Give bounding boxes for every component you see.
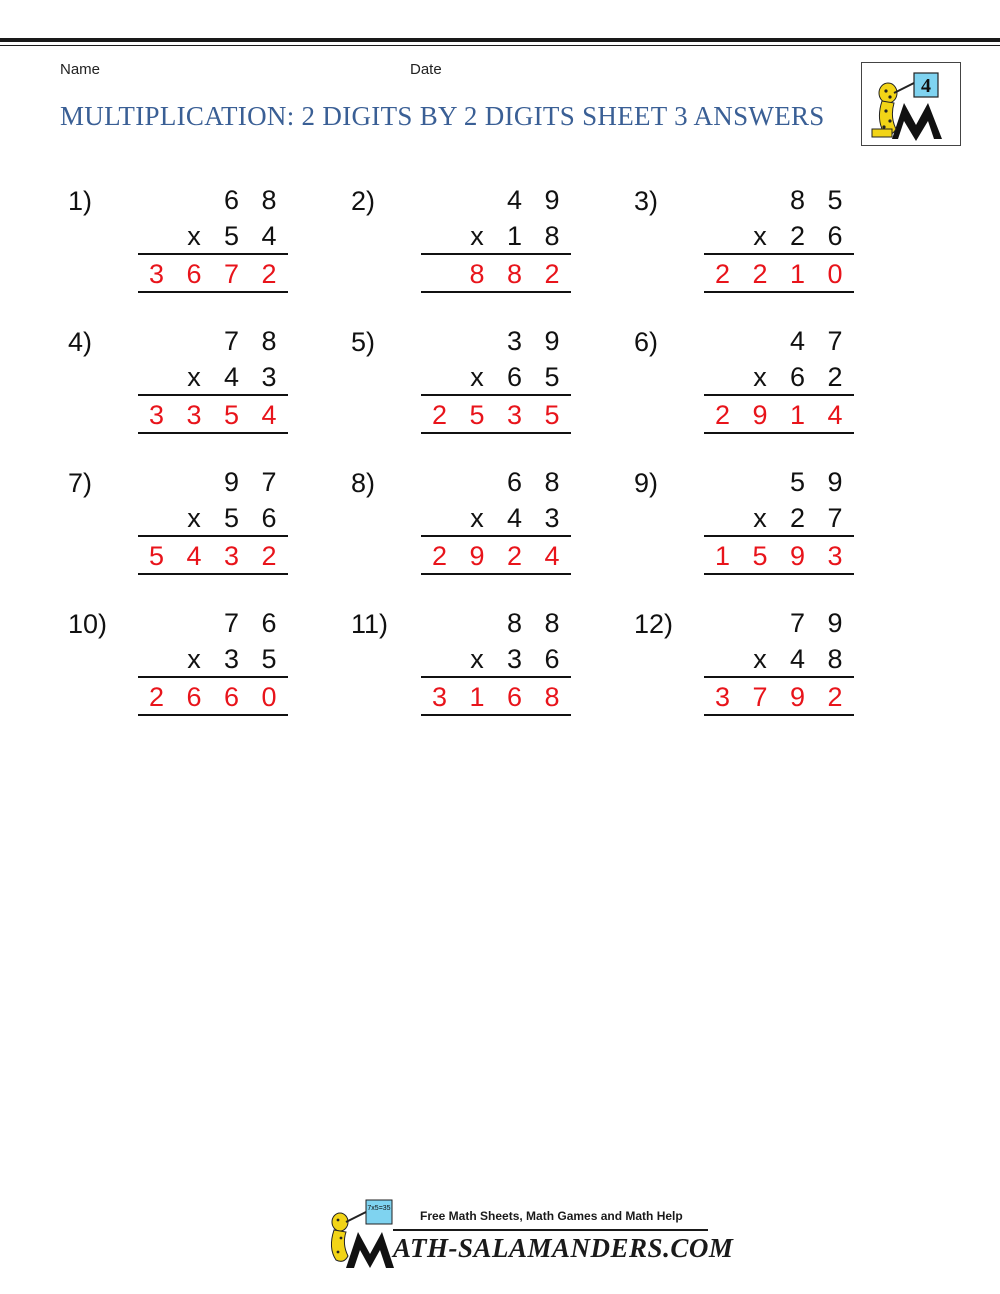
- problem-1: [68, 186, 288, 316]
- answer-digit: 2: [431, 400, 448, 430]
- multiplier-digit: 5: [544, 362, 560, 392]
- problem-12: [634, 609, 854, 739]
- answer-digit: 3: [148, 259, 165, 289]
- problem-9: [634, 468, 854, 598]
- multiplicand-digit: 8: [261, 326, 277, 356]
- multiplier-digit: 8: [544, 221, 560, 251]
- multiplier-digit: 7: [827, 503, 843, 533]
- footer-logo-text: 7x5=35: [367, 1205, 391, 1212]
- multiplier: [138, 642, 288, 676]
- answer-underline: [138, 432, 288, 434]
- answer-digit: 4: [827, 400, 843, 430]
- answer-digit: 2: [827, 682, 843, 712]
- multiplicand-digit: 9: [223, 467, 240, 497]
- product-line: [138, 535, 288, 537]
- multiplicand-digit: 4: [506, 185, 523, 215]
- answer-underline: [138, 573, 288, 575]
- salamander-grade-icon: [862, 63, 959, 144]
- times-sign: x: [187, 503, 201, 533]
- answer-digit: 6: [186, 259, 202, 289]
- product-line: [138, 676, 288, 678]
- multiplier-digit: 4: [506, 503, 523, 533]
- multiplier: [421, 219, 571, 253]
- multiplicand-digit: 5: [827, 185, 843, 215]
- footer-tagline: Free Math Sheets, Math Games and Math Help: [420, 1209, 683, 1223]
- multiplicand-digit: 6: [223, 185, 240, 215]
- multiplicand-digit: 7: [223, 608, 240, 638]
- multiplicand: [421, 465, 571, 499]
- answer: [138, 539, 288, 573]
- answer-digit: 5: [223, 400, 240, 430]
- problem-10: [68, 609, 288, 739]
- multiplicand-digit: 8: [506, 608, 523, 638]
- multiplier-digit: 3: [544, 503, 560, 533]
- multiplier: [421, 360, 571, 394]
- top-rule: [0, 38, 1000, 42]
- problem-number: 11): [351, 609, 389, 639]
- answer-digit: 3: [714, 682, 731, 712]
- answer: [704, 539, 854, 573]
- footer-site-name: ATH-SALAMANDERS.COM: [393, 1233, 734, 1263]
- answer-digit: 8: [506, 259, 523, 289]
- grade-number: 4: [921, 75, 931, 97]
- multiplier-digit: 3: [261, 362, 277, 392]
- answer-digit: 5: [469, 400, 485, 430]
- multiplicand-digit: 7: [789, 608, 806, 638]
- multiplier-digit: 5: [223, 221, 240, 251]
- multiplicand-digit: 3: [506, 326, 523, 356]
- product-line: [704, 535, 854, 537]
- multiplicand: [138, 183, 288, 217]
- answer-digit: 3: [506, 400, 523, 430]
- answer-digit: 1: [714, 541, 731, 571]
- answer: [138, 257, 288, 291]
- date-label: Date: [410, 61, 442, 78]
- answer: [421, 398, 571, 432]
- product-line: [138, 253, 288, 255]
- times-sign: x: [753, 644, 767, 674]
- answer-digit: 1: [789, 259, 806, 289]
- answer-digit: 2: [544, 259, 560, 289]
- multiplicand-digit: 9: [827, 467, 843, 497]
- problem-number: 1): [68, 186, 93, 216]
- answer-digit: 9: [789, 541, 806, 571]
- multiplier-digit: 6: [827, 221, 843, 251]
- problem-6: [634, 327, 854, 457]
- problem-8: [351, 468, 571, 598]
- answer: [138, 398, 288, 432]
- multiplier: [138, 501, 288, 535]
- problem-number: 3): [634, 186, 659, 216]
- times-sign: x: [187, 362, 201, 392]
- answer-digit: 8: [544, 682, 560, 712]
- answer-digit: 6: [186, 682, 202, 712]
- times-sign: x: [470, 503, 484, 533]
- times-sign: x: [753, 362, 767, 392]
- problem-7: [68, 468, 288, 598]
- logo-m-icon: [892, 103, 942, 141]
- answer-underline: [704, 432, 854, 434]
- product-line: [704, 253, 854, 255]
- answer-digit: 3: [186, 400, 202, 430]
- multiplicand: [704, 183, 854, 217]
- answer-digit: 1: [469, 682, 485, 712]
- answer-underline: [704, 291, 854, 293]
- multiplicand: [704, 606, 854, 640]
- multiplier-digit: 3: [223, 644, 240, 674]
- answer-digit: 6: [506, 682, 523, 712]
- multiplicand-digit: 7: [827, 326, 843, 356]
- answer-digit: 9: [469, 541, 485, 571]
- multiplicand: [421, 324, 571, 358]
- answer-underline: [704, 573, 854, 575]
- answer: [704, 257, 854, 291]
- product-line: [421, 676, 571, 678]
- multiplicand-digit: 7: [261, 467, 277, 497]
- multiplier: [138, 360, 288, 394]
- multiplier-digit: 1: [506, 221, 523, 251]
- multiplicand-digit: 9: [544, 326, 560, 356]
- times-sign: x: [470, 644, 484, 674]
- problem-number: 5): [351, 327, 376, 357]
- multiplicand: [421, 183, 571, 217]
- multiplicand-digit: 8: [544, 467, 560, 497]
- multiplicand: [421, 606, 571, 640]
- times-sign: x: [470, 362, 484, 392]
- product-line: [704, 394, 854, 396]
- problem-number: 8): [351, 468, 376, 498]
- answer-underline: [421, 291, 571, 293]
- multiplicand: [138, 324, 288, 358]
- problem-number: 9): [634, 468, 659, 498]
- answer-digit: 5: [148, 541, 165, 571]
- problem-11: [351, 609, 571, 739]
- answer-digit: 3: [148, 400, 165, 430]
- answer-digit: 2: [506, 541, 523, 571]
- times-sign: x: [753, 503, 767, 533]
- answer-underline: [421, 432, 571, 434]
- product-line: [421, 394, 571, 396]
- problem-2: [351, 186, 571, 316]
- answer-digit: 7: [752, 682, 768, 712]
- multiplier-digit: 6: [261, 503, 277, 533]
- answer-digit: 3: [431, 682, 448, 712]
- answer-digit: 5: [752, 541, 768, 571]
- multiplier-digit: 5: [261, 644, 277, 674]
- product-line: [138, 394, 288, 396]
- answer-underline: [138, 291, 288, 293]
- problem-number: 4): [68, 327, 93, 357]
- multiplier-digit: 5: [223, 503, 240, 533]
- answer: [421, 539, 571, 573]
- multiplier-digit: 4: [261, 221, 277, 251]
- multiplier-digit: 4: [223, 362, 240, 392]
- answer-digit: 3: [827, 541, 843, 571]
- problem-number: 7): [68, 468, 93, 498]
- name-label: Name: [60, 61, 101, 78]
- multiplier: [704, 642, 854, 676]
- answer: [704, 680, 854, 714]
- answer-digit: 2: [261, 259, 277, 289]
- product-line: [421, 253, 571, 255]
- multiplicand-digit: 8: [261, 185, 277, 215]
- multiplicand-digit: 8: [789, 185, 806, 215]
- multiplicand-digit: 9: [544, 185, 560, 215]
- problem-number: 12): [634, 609, 674, 639]
- answer-digit: 9: [752, 400, 768, 430]
- answer-underline: [421, 714, 571, 716]
- multiplicand-digit: 6: [261, 608, 277, 638]
- answer-digit: 0: [261, 682, 277, 712]
- answer-digit: 8: [469, 259, 485, 289]
- answer-digit: 9: [789, 682, 806, 712]
- answer-digit: 5: [544, 400, 560, 430]
- answer-digit: 2: [714, 400, 731, 430]
- multiplicand: [704, 465, 854, 499]
- multiplier: [704, 360, 854, 394]
- multiplier: [704, 219, 854, 253]
- times-sign: x: [753, 221, 767, 251]
- answer-digit: 4: [186, 541, 202, 571]
- product-line: [704, 676, 854, 678]
- multiplier: [421, 501, 571, 535]
- multiplicand-digit: 5: [789, 467, 806, 497]
- page-title: MULTIPLICATION: 2 DIGITS BY 2 DIGITS SHEET 3 ANSWERS: [60, 101, 825, 131]
- multiplier-digit: 4: [789, 644, 806, 674]
- multiplier-digit: 6: [544, 644, 560, 674]
- problem-5: [351, 327, 571, 457]
- multiplicand-digit: 9: [827, 608, 843, 638]
- product-line: [421, 535, 571, 537]
- answer-digit: 4: [544, 541, 560, 571]
- multiplier-digit: 2: [789, 503, 806, 533]
- answer-digit: 2: [261, 541, 277, 571]
- multiplier: [704, 501, 854, 535]
- multiplicand: [704, 324, 854, 358]
- answer-digit: 2: [431, 541, 448, 571]
- multiplier-digit: 8: [827, 644, 843, 674]
- times-sign: x: [187, 644, 201, 674]
- multiplier-digit: 2: [827, 362, 843, 392]
- answer: [704, 398, 854, 432]
- multiplicand: [138, 465, 288, 499]
- answer-digit: 1: [789, 400, 806, 430]
- problem-number: 2): [351, 186, 376, 216]
- answer-digit: 0: [827, 259, 843, 289]
- times-sign: x: [187, 221, 201, 251]
- answer-digit: 4: [261, 400, 277, 430]
- multiplicand: [138, 606, 288, 640]
- answer-underline: [421, 573, 571, 575]
- salamander-logo: [861, 62, 961, 146]
- multiplier-digit: 2: [789, 221, 806, 251]
- multiplicand-digit: 6: [506, 467, 523, 497]
- footer-salamander-icon: [322, 1198, 396, 1270]
- answer-digit: 7: [223, 259, 240, 289]
- problem-3: [634, 186, 854, 316]
- multiplier-digit: 3: [506, 644, 523, 674]
- multiplier-digit: 6: [506, 362, 523, 392]
- multiplicand-digit: 4: [789, 326, 806, 356]
- footer-rule: [393, 1229, 708, 1231]
- answer-digit: 3: [223, 541, 240, 571]
- multiplier: [138, 219, 288, 253]
- answer-underline: [138, 714, 288, 716]
- multiplicand-digit: 8: [544, 608, 560, 638]
- multiplier: [421, 642, 571, 676]
- answer-digit: 2: [714, 259, 731, 289]
- problem-4: [68, 327, 288, 457]
- times-sign: x: [470, 221, 484, 251]
- top-rule-thin: [0, 45, 1000, 46]
- answer: [421, 680, 571, 714]
- answer-digit: 6: [223, 682, 240, 712]
- problem-number: 10): [68, 609, 108, 639]
- multiplicand-digit: 7: [223, 326, 240, 356]
- answer-digit: 2: [752, 259, 768, 289]
- answer-underline: [704, 714, 854, 716]
- answer: [138, 680, 288, 714]
- problem-number: 6): [634, 327, 659, 357]
- answer-digit: 2: [148, 682, 165, 712]
- multiplier-digit: 6: [789, 362, 806, 392]
- answer: [421, 257, 571, 291]
